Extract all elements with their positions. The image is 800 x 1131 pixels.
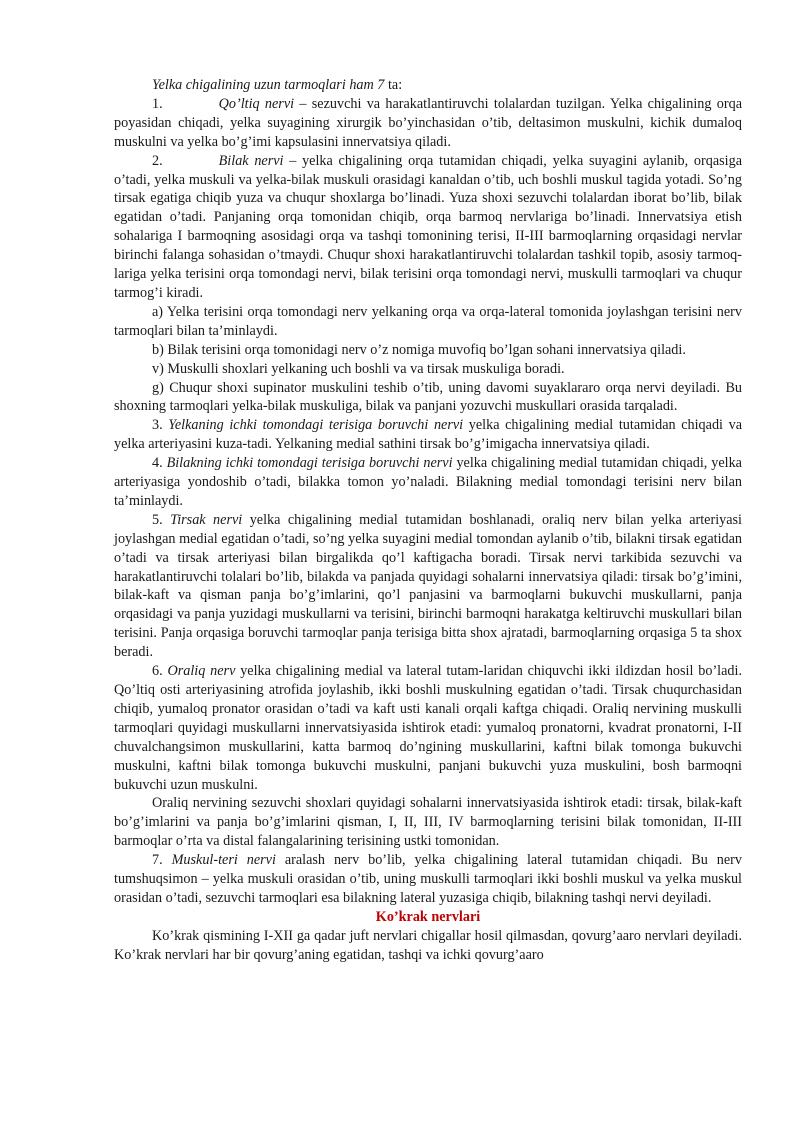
- item-text: yelka chigalining medial tutamidan boshlanadi, oraliq nerv bilan yelka arteriyasi joylashgan medial egatidan o’tadi, so’ng yelka suyagini medial tomondan aylanib o’tib, bilakni tirsak egatidan o’tadi va tirsak arteriyasi bilan birgalikda qo’l kaftigacha boradi. Tirsak nervi tarkibida sezuvchi va harakatlantiruvchi tolalari bo’lib, bilakda va panjada quyidagi sohalarni innervatsiya qiladi: tirsak bo’g’imini, bilak-kaft va qisman panja bo’g’imlarini, qo’l panjasini va barmoqlarni bukuvchi muskullarni, panja orqasidagi va panja yuzidagi muskullarni va terisini, birinchi barmoqni harakatga keltiruvchi muskullari bilan terisini. Panja orqasiga boruvchi tarmoqlar panja terisiga bitta shox ajratadi, barmoqlarning orqasiga 5 ta shox beradi.: [114, 511, 742, 661]
- item-number: 3.: [152, 417, 169, 434]
- paragraph-4: [114, 454, 742, 511]
- paragraph-v: v) Muskulli shoxlari yelkaning uch boshli va va tirsak muskuliga boradi.: [152, 360, 565, 377]
- paragraph-6: [114, 662, 742, 794]
- item-number: 4.: [152, 455, 167, 472]
- paragraph-b: b) Bilak terisini orqa tomonidagi nerv o’z nomiga muvofiq bo’lgan sohani innervatsiya qiladi.: [152, 341, 686, 358]
- item-text: yelka chigalining medial tutamidan chiqadi, yelka arteriyasiga yondoshib o’tadi, bilakka tomon yo’naladi. Bilakning medial tomondagi terisini nerv bilan ta’minlaydi.: [114, 455, 742, 509]
- paragraph-a: a) Yelka terisini orqa tomondagi nerv yelkaning orqa va orqa-lateral tomonida joylashgan terisini nerv tarmoqlari bilan ta’minlaydi.: [114, 303, 742, 339]
- paragraph-8: Ko’krak qismining I-XII ga qadar juft nervlari chigallar hosil qilmasdan, qovurg’aaro nervlari deyiladi. Ko’krak nervlari har bir qovurg’aning egatidan, tashqi va ichki qovurg’aaro: [114, 927, 742, 963]
- intro-paragraph: [114, 76, 742, 95]
- paragraph-1: [114, 95, 742, 152]
- item-number: 1.: [152, 95, 163, 112]
- item-title: Muskul-teri nervi: [171, 852, 276, 869]
- item-title: Oraliq nerv: [167, 663, 236, 680]
- item-title: Bilakning ichki tomondagi terisiga boruvchi nervi: [166, 455, 453, 472]
- paragraph-2: [114, 152, 742, 303]
- item-text: – yelka chigalining orqa tutamidan chiqadi, yelka suyagini aylanib, orqasiga o’tadi, yelka muskuli va yelka-bilak muskuli orasidagi kanaldan o’tib, uch boshli muskul tagida yotadi. So’ng tirsak egatiga chiqib yuza va chuqur shoxlarga bo’linadi. Yuza shoxi sezuvchi tolalardan iborat bo’lib, bilak egatidan o’tadi. Panjaning orqa tomonidan chiqib, orqa barmoq nervlariga bo’linadi. Innervatsiya etish sohalariga I barmoqning asosidagi orqa va tashqi tomonining terisi, II-III barmoqlarning orqasidagi nervlar birinchi falanga sohasidan o’tmaydi. Chuqur shoxi harakatlantiruvchi tolalardan tashkil topib, asosiy tarmoq-lariga yelka terisini orqa tomondagi nervi, bilak terisini orqa tomondagi nervi, muskulli tarmoqlari va chuqur tarmog’i kiradi.: [114, 152, 742, 301]
- section-heading: Ko’krak nervlari: [375, 908, 481, 925]
- item-title: Bilak nervi: [218, 152, 284, 169]
- item-number: 6.: [152, 663, 168, 680]
- paragraph-3: [114, 416, 742, 454]
- item-title: Qo’ltiq nervi: [218, 95, 295, 112]
- paragraph-g: g) Chuqur shoxi supinator muskulini teshib o’tib, uning davomi suyaklararo orqa nervi deyiladi. Bu shoxning tarmoqlari yelka-bilak muskuliga, bilak va panjani yozuvchi muskullari orasida tarqaladi.: [114, 379, 742, 415]
- paragraph-5: [114, 511, 742, 662]
- item-title: Yelkaning ichki tomondagi terisiga boruvchi nervi: [168, 417, 464, 434]
- item-number: 7.: [152, 852, 172, 869]
- item-number: 2.: [152, 152, 163, 169]
- item-text: yelka chigalining medial va lateral tutam-laridan chiquvchi ikki ildizdan hosil bo’ladi. Qo’ltiq osti arteriyasining atrofida joylashib, ikki boshli muskulning egatidan o’tadi. Tirsak chuqurchasidan chiqib, yumaloq pronator orasidan o’tadi va kaft usti kanali orqali kaftga chiqadi. Oraliq nervining muskulli tarmoqlari quyidagi muskullarni innervatsiyasida ishtirok etadi: yumaloq pronatorni, kvadrat pronatorni, I-II chuvalchangsimon muskullarini, katta barmoq do’ngining muskullarini, kaftni bilak tomonga bukuvchi muskulni, kaftni bilak tomonga bukuvchi muskulni, panjani bukuvchi yuza muskulini, bosh barmoqni bukuvchi uzun muskulni.: [114, 663, 742, 793]
- item-text: aralash nerv bo’lib, yelka chigalining lateral tutamidan chiqadi. Bu nerv tumshuqsimon – yelka muskuli orasidan o’tib, uning muskulli tarmoqlari ikki boshli muskul va yelka muskul orasidan o’tadi, sezuvchi tarmoqlari esa bilakning lateral yuzasiga chiqib, bilakning tashqi nervi deyiladi.: [114, 852, 743, 906]
- item-text: yelka chigalining medial tutamidan chiqadi va yelka arteriyasini kuza-tadi. Yelkaning medial sathini tirsak bo’g’imigacha innervatsiya qiladi.: [114, 417, 743, 453]
- intro-rest: ta:: [384, 77, 403, 93]
- item-text: – sezuvchi va harakatlantiruvchi tolalardan tuzilgan. Yelka chigalining orqa poyasidan chiqadi, yelka suyagining xirurgik bo’yinchasidan o’tib, deltasimon muskulni, kichik dumaloq muskulni va yelka bo’g’imi kapsulasini innervatsiya qiladi.: [114, 95, 742, 150]
- intro-italic: Yelka chigalining uzun tarmoqlari ham 7: [152, 77, 385, 93]
- item-number: 5.: [152, 511, 171, 528]
- paragraph-6b: Oraliq nervining sezuvchi shoxlari quyidagi sohalarni innervatsiyasida ishtirok etadi: tirsak, bilak-kaft bo’g’imlarini va panja bo’g’imlarini qisman, I, II, III, IV barmoqlarning terisini bilak tomonidan, II-III barmoqlar o’rta va distal falangalarining terisining ustki tomonidan.: [114, 795, 742, 850]
- item-title: Tirsak nervi: [170, 511, 243, 528]
- document-page: [114, 76, 742, 965]
- paragraph-7: [114, 851, 742, 908]
